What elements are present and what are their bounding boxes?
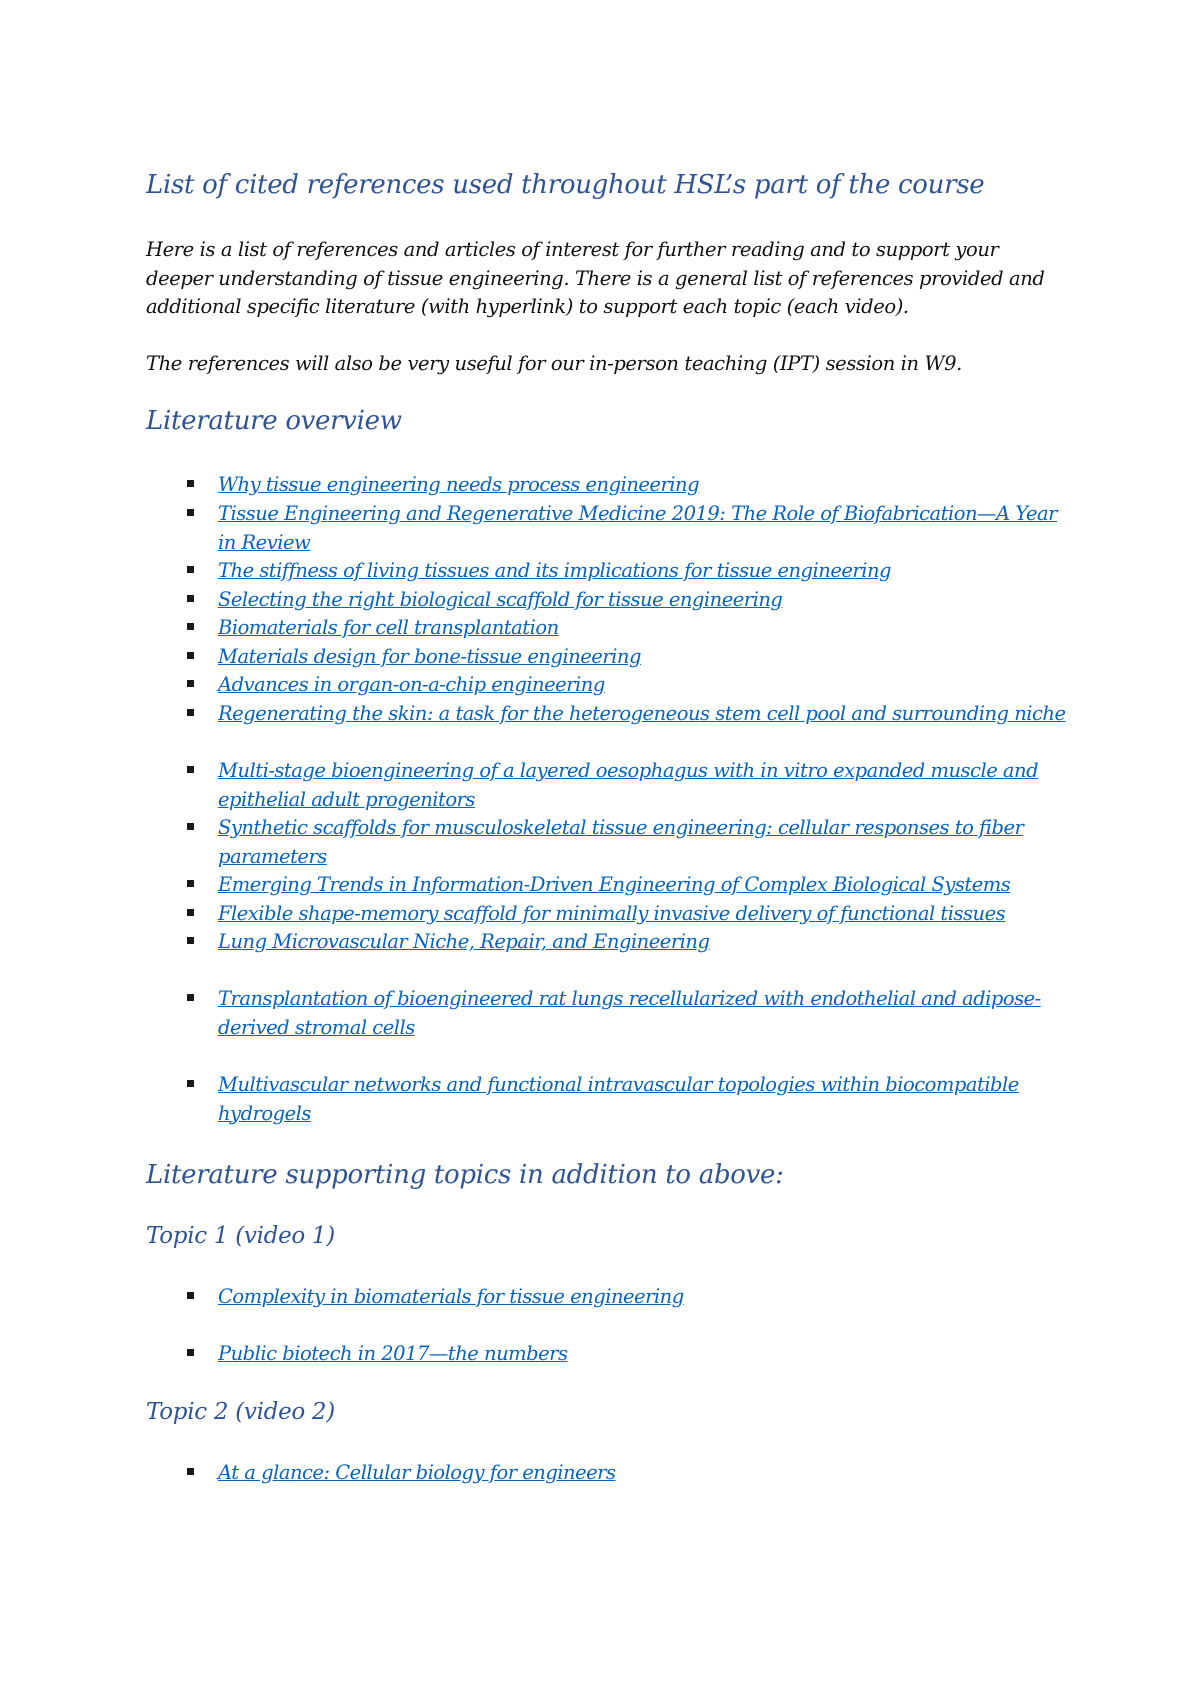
square-bullet-icon: [187, 1349, 194, 1356]
reference-link[interactable]: The stiffness of living tissues and its implications for tissue engineering: [218, 559, 892, 582]
reference-link[interactable]: Synthetic scaffolds for musculoskeletal tissue engineering: cellular responses to fiber parameters: [218, 816, 1024, 868]
reference-link[interactable]: At a glance: Cellular biology for engineers: [218, 1461, 616, 1484]
reference-link[interactable]: Emerging Trends in Information-Driven Engineering of Complex Biological Systems: [218, 873, 1011, 896]
square-bullet-icon: [187, 480, 194, 487]
reference-link[interactable]: Regenerating the skin: a task for the heterogeneous stem cell pool and surrounding niche: [218, 702, 1066, 725]
square-bullet-icon: [187, 766, 194, 773]
square-bullet-icon: [187, 509, 194, 516]
reference-link[interactable]: Tissue Engineering and Regenerative Medicine 2019: The Role of Biofabrication—A Year in Review: [218, 502, 1057, 554]
square-bullet-icon: [187, 652, 194, 659]
reference-link[interactable]: Flexible shape-memory scaffold for minimally invasive delivery of functional tissues: [218, 902, 1006, 925]
square-bullet-icon: [187, 880, 194, 887]
square-bullet-icon: [187, 1292, 194, 1299]
square-bullet-icon: [187, 994, 194, 1001]
reference-link[interactable]: Biomaterials for cell transplantation: [218, 616, 559, 639]
reference-link[interactable]: Advances in organ-on-a-chip engineering: [218, 673, 605, 696]
document-title: List of cited references used throughout HSL’s part of the course: [146, 170, 985, 200]
square-bullet-icon: [187, 595, 194, 602]
reference-link[interactable]: Transplantation of bioengineered rat lungs recellularized with endothelial and adipose-derived stromal cells: [218, 987, 1041, 1039]
reference-link[interactable]: Multivascular networks and functional intravascular topologies within biocompatible hydrogels: [218, 1073, 1019, 1125]
square-bullet-icon: [187, 1468, 194, 1475]
ipt-note: The references will also be very useful for our in-person teaching (IPT) session in W9.: [146, 352, 962, 375]
topic-1-heading: Topic 1 (video 1): [146, 1223, 335, 1249]
reference-link[interactable]: Why tissue engineering needs process engineering: [218, 473, 700, 496]
square-bullet-icon: [187, 709, 194, 716]
square-bullet-icon: [187, 1080, 194, 1087]
square-bullet-icon: [187, 680, 194, 687]
reference-link[interactable]: Lung Microvascular Niche, Repair, and Engineering: [218, 930, 710, 953]
square-bullet-icon: [187, 937, 194, 944]
literature-overview-heading: Literature overview: [146, 406, 402, 436]
square-bullet-icon: [187, 909, 194, 916]
reference-link[interactable]: Complexity in biomaterials for tissue engineering: [218, 1285, 684, 1308]
intro-paragraph: Here is a list of references and articles of interest for further reading and to support your deeper understanding of tissue engineering. There is a general list of references provided and additional specific literature (with hyperlink) to support each topic (each video).: [146, 238, 1045, 318]
reference-link[interactable]: Selecting the right biological scaffold for tissue engineering: [218, 588, 783, 611]
reference-link[interactable]: Multi-stage bioengineering of a layered oesophagus with in vitro expanded muscle and epithelial adult progenitors: [218, 759, 1039, 811]
square-bullet-icon: [187, 623, 194, 630]
square-bullet-icon: [187, 823, 194, 830]
reference-link[interactable]: Public biotech in 2017—the numbers: [218, 1342, 568, 1365]
supporting-literature-heading: Literature supporting topics in addition to above:: [146, 1160, 784, 1190]
reference-link[interactable]: Materials design for bone-tissue engineering: [218, 645, 641, 668]
topic-2-heading: Topic 2 (video 2): [146, 1399, 335, 1425]
square-bullet-icon: [187, 566, 194, 573]
